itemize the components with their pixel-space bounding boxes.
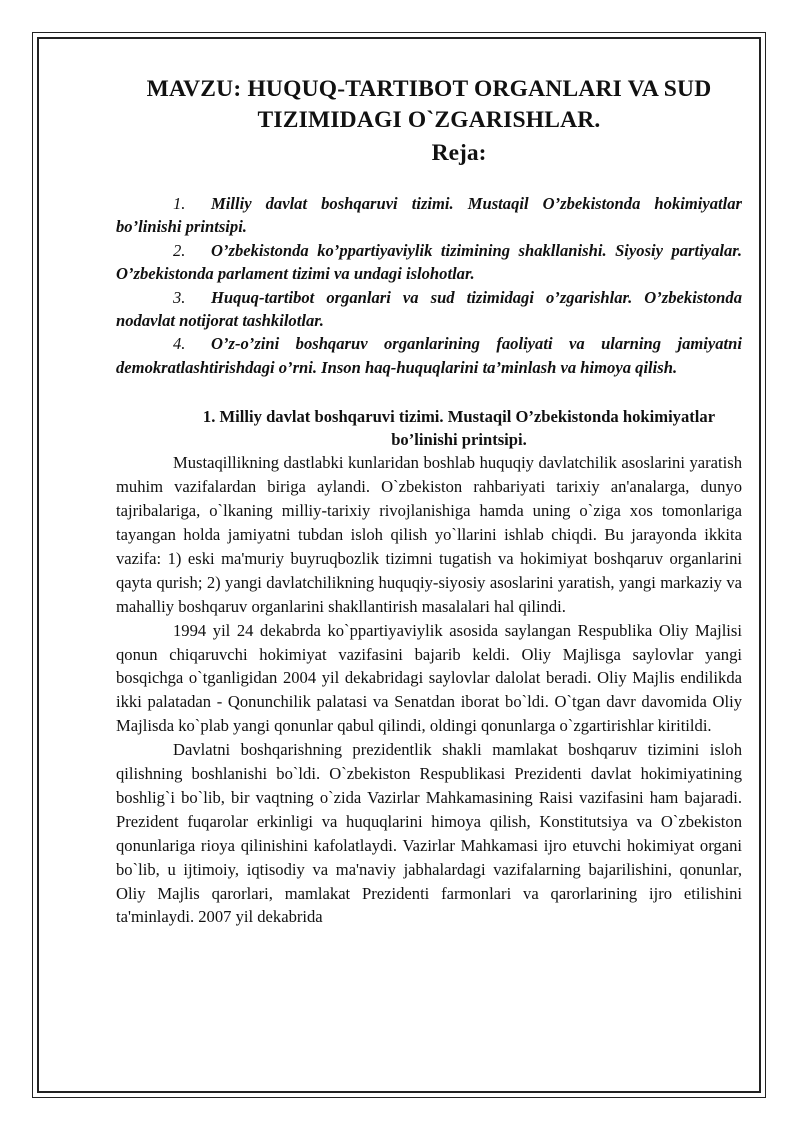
plan-item <box>116 192 742 239</box>
plan-item-text: O’zbekistonda ko’ppartiyaviylik tizimining shakllanishi. Siyosiy partiyalar. O’zbekistonda parlament tizimi va undagi islohotlar. <box>116 240 742 284</box>
plan-item-number: 4. <box>173 334 186 354</box>
plan-item-number: 2. <box>173 240 186 260</box>
body-paragraph: Mustaqillikning dastlabki kunlaridan boshlab huquqiy davlatchilik asoslarini yaratish muhim vazifalardan biriga aylandi. O`zbekiston rahbariyati tarixiy an'analarga, dunyo tajribalariga, o`lkaning milliy-tarixiy rivojlanishiga hamda uning o`ziga xos tomonlariga tayangan holda jamiyatni tubdan isloh qilish yo`llarini ishlab chiqdi. Bu jarayonda ikkita vazifa: 1) eski ma'muriy buyruqbozlik tizimni tugatish va hokimiyat boshqaruv organlarini qayta qurish; 2) yangi davlatchilikning huquqiy-siyosiy asoslarini yaratish, yangi markaziy va mahalliy boshqaruv organlarini shakllantirish masalalari hal qilindi. <box>116 453 742 616</box>
plan-item-text: Milliy davlat boshqaruvi tizimi. Mustaqil O’zbekistonda hokimiyatlar bo’linishi printsipi. <box>116 194 742 237</box>
section-heading: 1. Milliy davlat boshqaruvi tizimi. Mustaqil O’zbekistonda hokimiyatlar bo’linishi printsipi. <box>202 407 716 450</box>
plan-item-number: 3. <box>173 287 186 307</box>
document-title: MAVZU: HUQUQ-TARTIBOT ORGANLARI VA SUD TIZIMIDAGI O`ZGARISHLAR. <box>146 76 712 133</box>
plan-item <box>116 239 742 286</box>
plan-item-text: Huquq-tartibot organlari va sud tizimidagi o’zgarishlar. O’zbekistonda nodavlat notijorat tashkilotlar. <box>116 287 742 331</box>
body-paragraph: Davlatni boshqarishning prezidentlik shakli mamlakat boshqaruv tizimini isloh qilishning boshlanishi bo`ldi. O`zbekiston Respublikasi Prezidenti davlat hokimiyatining boshlig`i bo`lib, bir vaqtning o`zida Vazirlar Mahkamasining Raisi vazifasini ham bajaradi. Prezident fuqarolar erkinligi va huquqlarini himoya qilish, Konstitutsiya va O`zbekiston qonunlariga rioya qilinishini kafolatlaydi. Vazirlar Mahkamasi ijro etuvchi hokimiyat organi bo`lib, u ijtimoiy, iqtisodiy va ma'naviy jabhalardagi vazifalarning bajarilishini, qonunlar, Oliy Majlis qarorlari, mamlakat Prezidenti farmonlari va qarorlarining ijro etilishini ta'minlaydi. 2007 yil dekabrida <box>116 740 742 927</box>
plan-item-number: 1. <box>173 194 186 213</box>
plan-list <box>116 192 742 379</box>
plan-heading: Reja: <box>431 140 487 166</box>
body-paragraph: 1994 yil 24 dekabrda ko`ppartiyaviylik asosida saylangan Respublika Oliy Majlisi qonun chiqaruvchi hokimiyat vazifasini bajarib keldi. Oliy Majlisga saylovlar yangi bosqichga o`tganligidan 2004 yil dekabridagi saylovlar dalolat beradi. Oliy Majlis endilikda ikki palatadan - Qonunchilik palatasi va Senatdan iborat bo`ldi. O`tgan davr davomida Oliy Majlisda ko`plab yangi qonunlar qabul qilindi, oldingi qonunlarga o`zgartirishlar kiritildi. <box>116 620 742 736</box>
plan-item <box>116 332 742 379</box>
plan-item <box>116 286 742 333</box>
plan-item-text: O’z-o’zini boshqaruv organlarining faoliyati va ularning jamiyatni demokratlashtirishdagi o’rni. Inson haq-huquqlarini ta’minlash va himoya qilish. <box>116 334 742 377</box>
document-page <box>116 74 742 929</box>
